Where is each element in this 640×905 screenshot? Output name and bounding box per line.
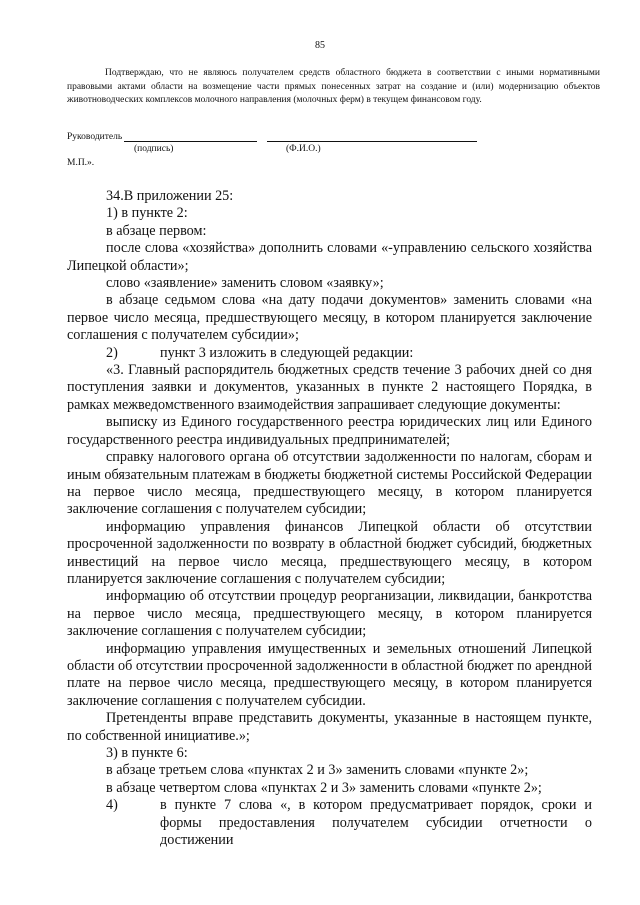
stamp-label: М.П.». — [67, 158, 95, 168]
signature-line-row — [67, 128, 600, 142]
numbered-paragraph — [67, 797, 592, 849]
paragraph: слово «заявление» заменить словом «заявку»; — [106, 275, 384, 292]
paragraph: в абзаце первом: — [106, 222, 207, 239]
paragraph-text: в пункте 7 слова «, в котором предусматривает порядок, сроки и формы предоставления получателем субсидии отчетности о достижении — [160, 797, 592, 849]
paragraph-text: пункт 3 изложить в следующей редакции: — [160, 344, 414, 361]
paragraph: информацию управления имущественных и земельных отношений Липецкой области об отсутствии просроченной задолженности в областной бюджет по арендной плате на первое число месяца, предшествующего месяцу, в котором планируется заключение соглашения с получателем субсидии. — [67, 640, 592, 709]
paragraph: 34.В приложении 25: — [106, 188, 234, 204]
paragraph: информацию об отсутствии процедур реорганизации, ликвидации, банкротства на первое число месяца, предшествующего месяцу, в котором планируется заключение соглашения с получателем субсидии; — [67, 588, 592, 640]
role-label: Руководитель — [67, 132, 123, 142]
paragraph: в абзаце четвертом слова «пунктах 2 и 3» заменить словами «пункте 2»; — [106, 779, 542, 796]
paragraph: в абзаце седьмом слова «на дату подачи документов» заменить словами «на первое число месяца, предшествующего месяцу, в котором планируется заключение соглашения с получателем субсидии»; — [67, 292, 592, 344]
signature-captions — [67, 142, 600, 156]
paragraph: в абзаце третьем слова «пунктах 2 и 3» заменить словами «пункте 2»; — [106, 762, 529, 779]
full-name-line — [267, 131, 477, 142]
full-name-caption: (Ф.И.О.) — [286, 144, 321, 154]
item-number: 2) — [106, 344, 118, 361]
page-number: 85 — [315, 40, 325, 51]
paragraph: «3. Главный распорядитель бюджетных средств течение 3 рабочих дней со дня поступления заявки и документов, указанных в пункте 2 настоящего Порядка, в рамках межведомственного взаимодействия запрашивает следующие документы: — [67, 362, 592, 413]
paragraph: после слова «хозяйства» дополнить словами «-управлению сельского хозяйства Липецкой области»; — [67, 240, 592, 274]
paragraph: Претенденты вправе представить документы, указанные в настоящем пункте, по собственной инициативе.»; — [67, 710, 592, 744]
signature-caption: (подпись) — [134, 144, 174, 154]
item-number: 4) — [106, 797, 118, 814]
paragraph: информацию управления финансов Липецкой области об отсутствии просроченной задолженности по возврату в областной бюджет субсидий, бюджетных инвестиций на первое число месяца, предшествующего месяцу, в котором планируется заключение соглашения с получателем субсидии; — [67, 518, 592, 587]
paragraph: выписку из Единого государственного реестра юридических лиц или Единого государственного реестра индивидуальных предпринимателей; — [67, 414, 592, 448]
paragraph: справку налогового органа об отсутствии задолженности по налогам, сборам и иным обязательным платежам в бюджеты бюджетной системы Российской Федерации на первое число месяца, предшествующего месяцу, в котором планируется заключение соглашения с получателем субсидии; — [67, 449, 592, 518]
paragraph: 1) в пункте 2: — [106, 205, 188, 222]
paragraph: 3) в пункте 6: — [106, 745, 188, 761]
numbered-paragraph — [67, 345, 592, 362]
amendments-text — [67, 188, 592, 849]
signature-line — [124, 131, 257, 142]
certification-statement: Подтверждаю, что не являюсь получателем средств областного бюджета в соответствии с иными нормативными правовыми актами области на возмещение части прямых понесенных затрат на создание и (или) модернизацию объектов животноводческих комплексов молочного направления (молочных ферм) в текущем финансовом году. — [67, 68, 600, 105]
signature-block — [67, 128, 600, 168]
